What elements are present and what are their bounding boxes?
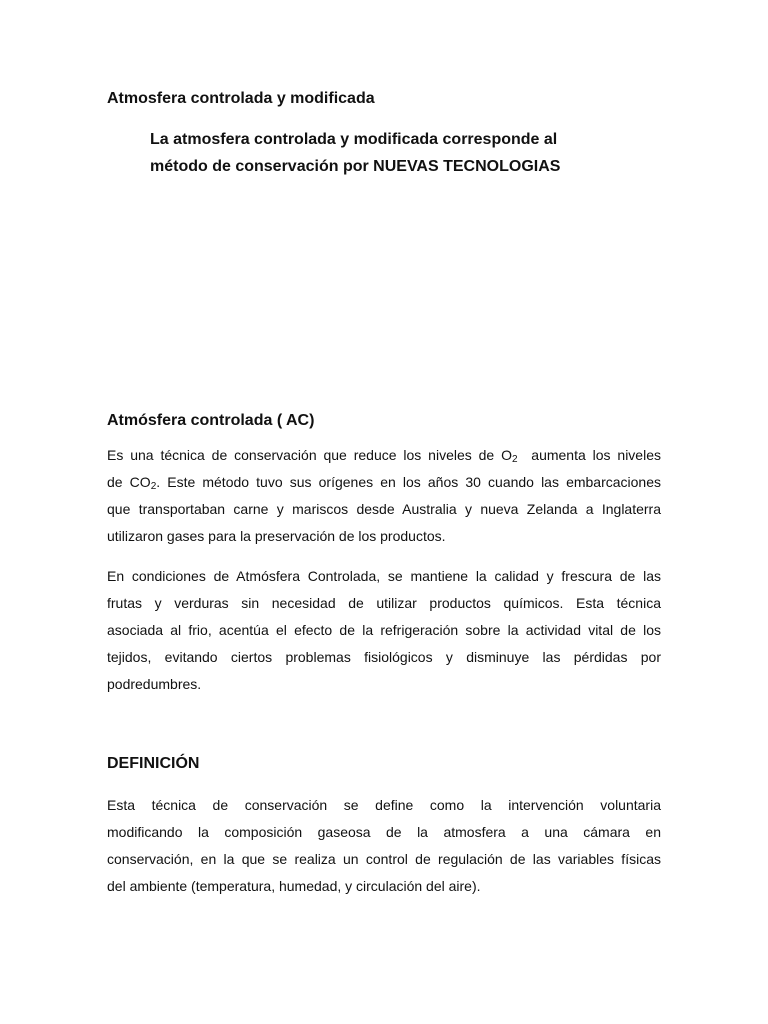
paragraph-line: que transportaban carne y mariscos desde Australia y nueva Zelanda a Inglaterra xyxy=(107,501,661,517)
subtitle-line-1: La atmosfera controlada y modificada corresponde al xyxy=(150,131,558,148)
paragraph-definicion xyxy=(107,792,661,900)
paragraph-ac-conditions xyxy=(107,563,661,698)
document-subtitle xyxy=(150,126,670,180)
document-title: Atmosfera controlada y modificada xyxy=(107,90,375,107)
paragraph-line: utilizaron gases para la preservación de los productos. xyxy=(107,528,446,544)
paragraph-line: tejidos, evitando ciertos problemas fisiológicos y disminuye las pérdidas por xyxy=(107,649,661,665)
paragraph-line: modificando la composición gaseosa de la atmosfera a una cámara en xyxy=(107,824,661,840)
paragraph-line: de $CO_2$. Este método tuvo sus orígenes en los años 30 cuando las embarcaciones xyxy=(107,474,662,492)
paragraph-line: conservación, en la que se realiza un control de regulación de las variables físicas xyxy=(107,851,661,867)
paragraph-ac-intro xyxy=(107,442,661,550)
section-heading-definicion: DEFINICIÓN xyxy=(107,755,200,772)
paragraph-line: asociada al frio, acentúa el efecto de la refrigeración sobre la actividad vital de los xyxy=(107,622,661,638)
paragraph-line: Esta técnica de conservación se define como la intervención voluntaria xyxy=(107,797,661,813)
paragraph-line: Es una técnica de conservación que reduce los niveles de $O_2$ aumenta los niveles xyxy=(107,447,661,465)
paragraph-line: frutas y verduras sin necesidad de utilizar productos químicos. Esta técnica xyxy=(107,595,661,611)
section-heading-ac: Atmósfera controlada ( AC) xyxy=(107,412,315,429)
subtitle-line-2: método de conservación por NUEVAS TECNOLOGIAS xyxy=(150,158,561,175)
paragraph-line: En condiciones de Atmósfera Controlada, se mantiene la calidad y frescura de las xyxy=(107,568,661,584)
paragraph-line: del ambiente (temperatura, humedad, y circulación del aire). xyxy=(107,878,481,894)
paragraph-line: podredumbres. xyxy=(107,676,202,692)
